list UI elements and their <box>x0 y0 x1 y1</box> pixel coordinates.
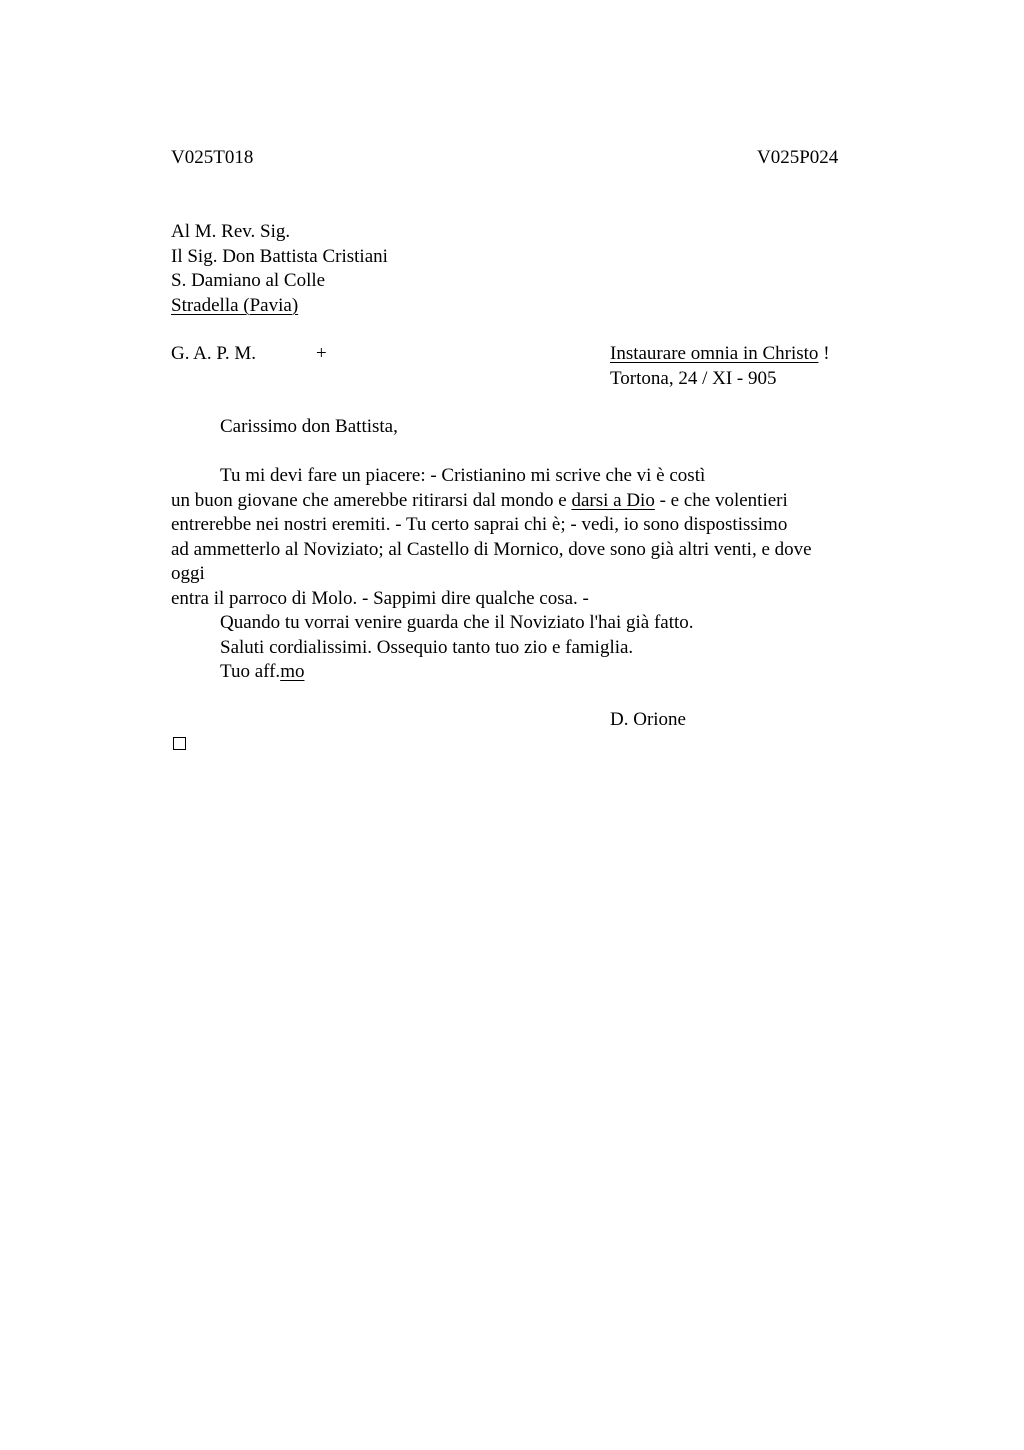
body-line-3: entrerebbe nei nostri eremiti. - Tu certo saprai chi è; - vedi, io sono dispostissimo <box>171 514 788 535</box>
body-line-2-end: - e che volentieri <box>654 489 788 511</box>
body-line-8: Saluti cordialissimi. Ossequio tanto tuo zio e famiglia. <box>220 636 634 658</box>
body-line-4: ad ammetterlo al Noviziato; al Castello di Mornico, dove sono già altri venti, e dove <box>171 538 812 560</box>
document-ref-left: V025T018 <box>171 147 254 168</box>
cross-mark: + <box>316 343 327 364</box>
signature: D. Orione <box>610 709 686 730</box>
address-line-3: S. Damiano al Colle <box>171 270 326 291</box>
end-box-icon <box>173 737 186 750</box>
body-line-7: Quando tu vorrai venire guarda che il Noviziato l'hai già fatto. <box>220 612 694 633</box>
address-line-4: Stradella (Pavia) <box>171 294 299 316</box>
body-line-6: entra il parroco di Molo. - Sappimi dire qualche cosa. - <box>171 587 589 609</box>
motto-text: Instaurare omnia in Christo <box>610 343 819 364</box>
address-block <box>171 220 388 318</box>
address-line-2: Il Sig. Don Battista Cristiani <box>171 245 388 267</box>
address-line-1: Al M. Rev. Sig. <box>171 221 291 242</box>
closing-superscript: mo <box>280 661 305 682</box>
date-line: Tortona, 24 / XI - 905 <box>610 368 777 389</box>
body-line-2-underlined: darsi a Dio <box>571 489 655 511</box>
body-line-2-start: un buon giovane che amerebbe ritirarsi dal mondo e <box>171 489 572 511</box>
body-line-2 <box>171 489 812 514</box>
motto-punctuation: ! <box>818 343 830 364</box>
closing-line <box>171 660 812 685</box>
motto-line <box>610 342 830 367</box>
document-ref-right: V025P024 <box>757 147 839 168</box>
heading-initials: G. A. P. M. <box>171 343 256 364</box>
body-line-5: oggi <box>171 563 205 584</box>
body-line-1: Tu mi devi fare un piacere: - Cristianino mi scrive che vi è costì <box>220 465 706 486</box>
salutation: Carissimo don Battista, <box>220 416 398 437</box>
closing-text: Tuo aff. <box>220 661 281 682</box>
letter-body <box>171 464 812 685</box>
